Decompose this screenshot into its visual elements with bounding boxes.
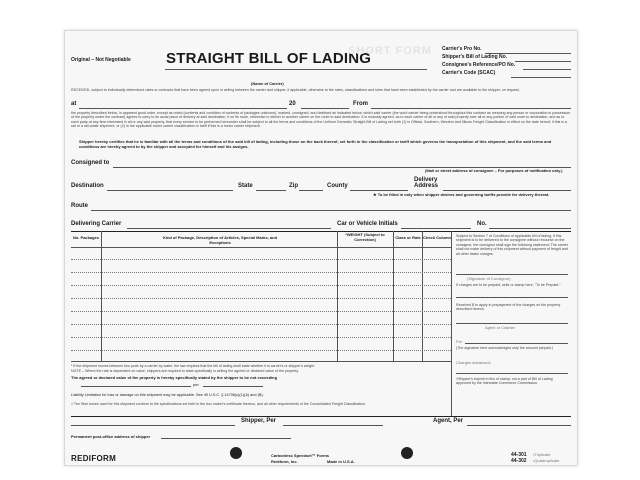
water-footnote: * If the shipment moves between two ports by a carrier by water, the law requires that the bill of lading shall state whether it is carrier's or shipper's weight.	[71, 364, 316, 368]
name-of-carrier-caption: (Name of Carrier)	[251, 81, 284, 86]
form-code-triplicate-desc: •Triplicate	[533, 452, 551, 457]
delivery-label: Delivery	[414, 177, 438, 183]
destination-label: Destination	[71, 183, 104, 189]
header-check-column: Check Column	[423, 235, 452, 240]
carrier-scac-line	[511, 77, 571, 78]
table-row	[71, 324, 451, 325]
shipper-per-line	[283, 425, 383, 426]
page-title: STRAIGHT BILL OF LADING	[166, 50, 372, 67]
liability-text: Liability Limitation for loss or damage on this shipment may be applicable. See 49 U.S.C. § 14706(c)(1)(A) and (B).	[71, 393, 264, 397]
car-vehicle-initials-label: Car or Vehicle Initials	[337, 221, 398, 227]
binding-hole-right	[401, 447, 413, 459]
signature-ack-text: (The signature here acknowledges only the amount prepaid.)	[456, 346, 553, 350]
received-paragraph: RECEIVED, subject to individually determined rates or contracts that have been agreed upon in writing between the carrier and shipper, if applicable, otherwise to the rates, classifications and rules that have been established by the carrier and are available to the shipper, on request,	[71, 88, 520, 92]
shipper-bol-no-label: Shipper's Bill of Lading No.	[442, 54, 508, 60]
carrier-pro-no-label: Carrier's Pro No.	[442, 46, 482, 52]
at-line	[79, 108, 287, 109]
agreed-value-per: per	[193, 382, 199, 387]
form-code-quadruplicate: 44-302	[511, 458, 527, 464]
form-code-quadruplicate-desc: •Quadruplicate	[533, 458, 560, 463]
header-weight: *WEIGHT (Subject to Correction)	[345, 232, 385, 242]
ghost-watermark: SHORT FORM	[348, 45, 432, 57]
table-row	[71, 285, 451, 286]
state-line	[256, 190, 286, 191]
table-row	[71, 298, 451, 299]
certify-paragraph: Shipper hereby certifies that he is familiar with all the terms and conditions of the said bill of lading, including those on the back thereof, set forth in the classification or tariff which governs the transportation of this shipment, and the said terms and conditions are hereby agreed to by the shipper and accepted for himself and his assigns.	[79, 139, 552, 149]
agent-per-line	[467, 425, 571, 426]
table-top-border	[71, 231, 571, 232]
rediform-logo: REDIFORM	[71, 454, 117, 463]
table-col-divider-5	[451, 231, 452, 416]
year-line	[301, 108, 349, 109]
destination-line	[107, 190, 233, 191]
agreed-value-text: The agreed or declared value of the property is hereby specifically stated by the shipper to be not exceeding	[71, 375, 278, 380]
permanent-address-line	[161, 438, 291, 439]
footer-company-line: Rediform, Inc.	[271, 459, 298, 464]
shipper-imprint-text: †Shipper's imprint in lieu of stamp; not a part of Bill of Lading approved by the Interstate Commerce Commission.	[456, 377, 553, 386]
route-line	[91, 210, 571, 211]
header-packages: No. Packages	[72, 235, 99, 240]
table-col-divider-1	[101, 231, 102, 361]
agent-cashier-caption: Agent or Cashier	[485, 325, 516, 330]
shipper-name-line	[71, 425, 235, 426]
per-label: Per	[456, 339, 463, 344]
per-line	[465, 343, 568, 344]
sidebar-divider	[456, 297, 568, 298]
footer-made-in: Made in U.S.A.	[327, 459, 355, 464]
table-row	[71, 272, 451, 273]
received-amount-text: Received $ to apply in prepayment of the charges on the property described hereon.	[456, 303, 561, 312]
consigned-to-label: Consigned to	[71, 160, 110, 166]
form-code-triplicate: 44-301	[511, 452, 527, 458]
consignee-ref-label: Consignee's Reference/PO No.	[442, 62, 516, 68]
bill-of-lading-form	[64, 30, 578, 466]
delivering-carrier-label: Delivering Carrier	[71, 221, 122, 227]
address-label: Address	[414, 183, 439, 189]
mail-address-note: (Mail or street address of consignee – For purposes of notification only.)	[425, 168, 563, 173]
agreed-value-line	[81, 386, 191, 387]
agent-per-label: Agent, Per	[433, 418, 464, 424]
binding-hole-left	[230, 447, 242, 459]
freight-prepaid-text: If charges are to be prepaid, write or stamp here, "To be Prepaid."	[456, 283, 561, 287]
footer-forms-line: Carbonless Speedset™ Forms	[271, 453, 330, 458]
terms-paragraph: the property described below, in apparent good order, except as noted (contents and condition of contents of packages unknown), marked, consigned, and destined as indicated below, which said carrier (the word carrier being understood throughout this contract as meaning any person or corporation in possession of the property under the contract) agrees to carry to its usual place of delivery at said destination, if on its route, otherwise to deliver to another carrier on the route to said destination. It is mutually agreed, as to each carrier of all or any of said property over all or any portion of said route to destination, and as to each party at any time interested in all or any said property, that every service to be performed hereunder shall be subject to all the terms and conditions of the Uniform Domestic Straight Bill of Lading set forth (1) in Official, Southern, Western and Illinois Freight Classification in effect on the date hereof, if this is a rail or a rail-water shipment, or (2) in the applicable motor carrier classification or tariff if this is a motor carrier shipment.	[71, 111, 571, 129]
state-label: State	[238, 183, 253, 189]
table-row	[71, 350, 451, 351]
car-no-line	[489, 228, 571, 229]
table-header-bottom	[71, 247, 451, 248]
consignor-signature-line	[456, 274, 568, 275]
permanent-address-label: Permanent post-office address of shipper	[71, 434, 151, 439]
from-label: From	[353, 101, 368, 107]
shipper-per-label: Shipper, Per	[241, 418, 277, 424]
delivery-note: ★ To be filled in only when shipper desires and governing tariffs provide for delivery thereat.	[373, 192, 550, 197]
table-row	[71, 259, 451, 260]
table-col-divider-4	[422, 231, 423, 361]
header-description: Kind of Package, Description of Articles, Special Marks, and Exceptions	[162, 235, 278, 245]
table-col-divider-3	[393, 231, 394, 361]
table-bottom-border	[71, 361, 451, 362]
delivering-carrier-line	[127, 228, 331, 229]
route-label: Route	[71, 203, 88, 209]
agent-cashier-line	[456, 323, 568, 324]
shipper-bol-no-line	[515, 61, 571, 62]
table-row	[71, 311, 451, 312]
year-prefix: 20	[289, 101, 296, 107]
car-vehicle-line	[401, 228, 471, 229]
zip-label: Zip	[289, 183, 298, 189]
charges-advanced-label: Charges Advanced:	[456, 360, 491, 365]
section7-text: Subject to Section 7 of Conditions of applicable bill of lading, if this shipment is to be delivered to the consignee without recourse on the consignor, the consignor shall sign the following statement: The carrier shall not make delivery of this shipment without payment of freight and all other lawful charges.	[456, 234, 568, 256]
at-label: at	[71, 101, 77, 107]
table-row	[71, 337, 451, 338]
car-no-label: No.	[477, 221, 487, 227]
zip-line	[299, 190, 323, 191]
signature-consignor-caption: (Signature of Consignor)	[467, 276, 511, 281]
county-label: County	[327, 183, 348, 189]
lower-section-divider	[71, 416, 571, 417]
delivery-address-line	[443, 190, 571, 191]
carrier-name-line	[165, 69, 427, 70]
original-not-negotiable: Original – Not Negotiable	[71, 57, 131, 63]
carrier-scac-label: Carrier's Code (SCAC)	[442, 70, 496, 76]
agreed-value-per-line	[203, 386, 263, 387]
value-note: NOTE – Where the rate is dependent on value, shippers are required to state specifically in writing the agreed or declared value of the property.	[71, 369, 299, 373]
county-line	[350, 190, 408, 191]
from-line	[371, 108, 571, 109]
fibre-box-text: † The fibre boxes used for this shipment conform to the specifications set forth in the box maker's certificate thereon, and all other requirements of the Consolidated Freight Classification.	[71, 402, 367, 406]
table-col-divider-2	[337, 231, 338, 361]
charges-advanced-line	[456, 373, 568, 374]
consignee-ref-line	[523, 69, 571, 70]
header-class-rate: Class or Rate	[395, 235, 421, 240]
